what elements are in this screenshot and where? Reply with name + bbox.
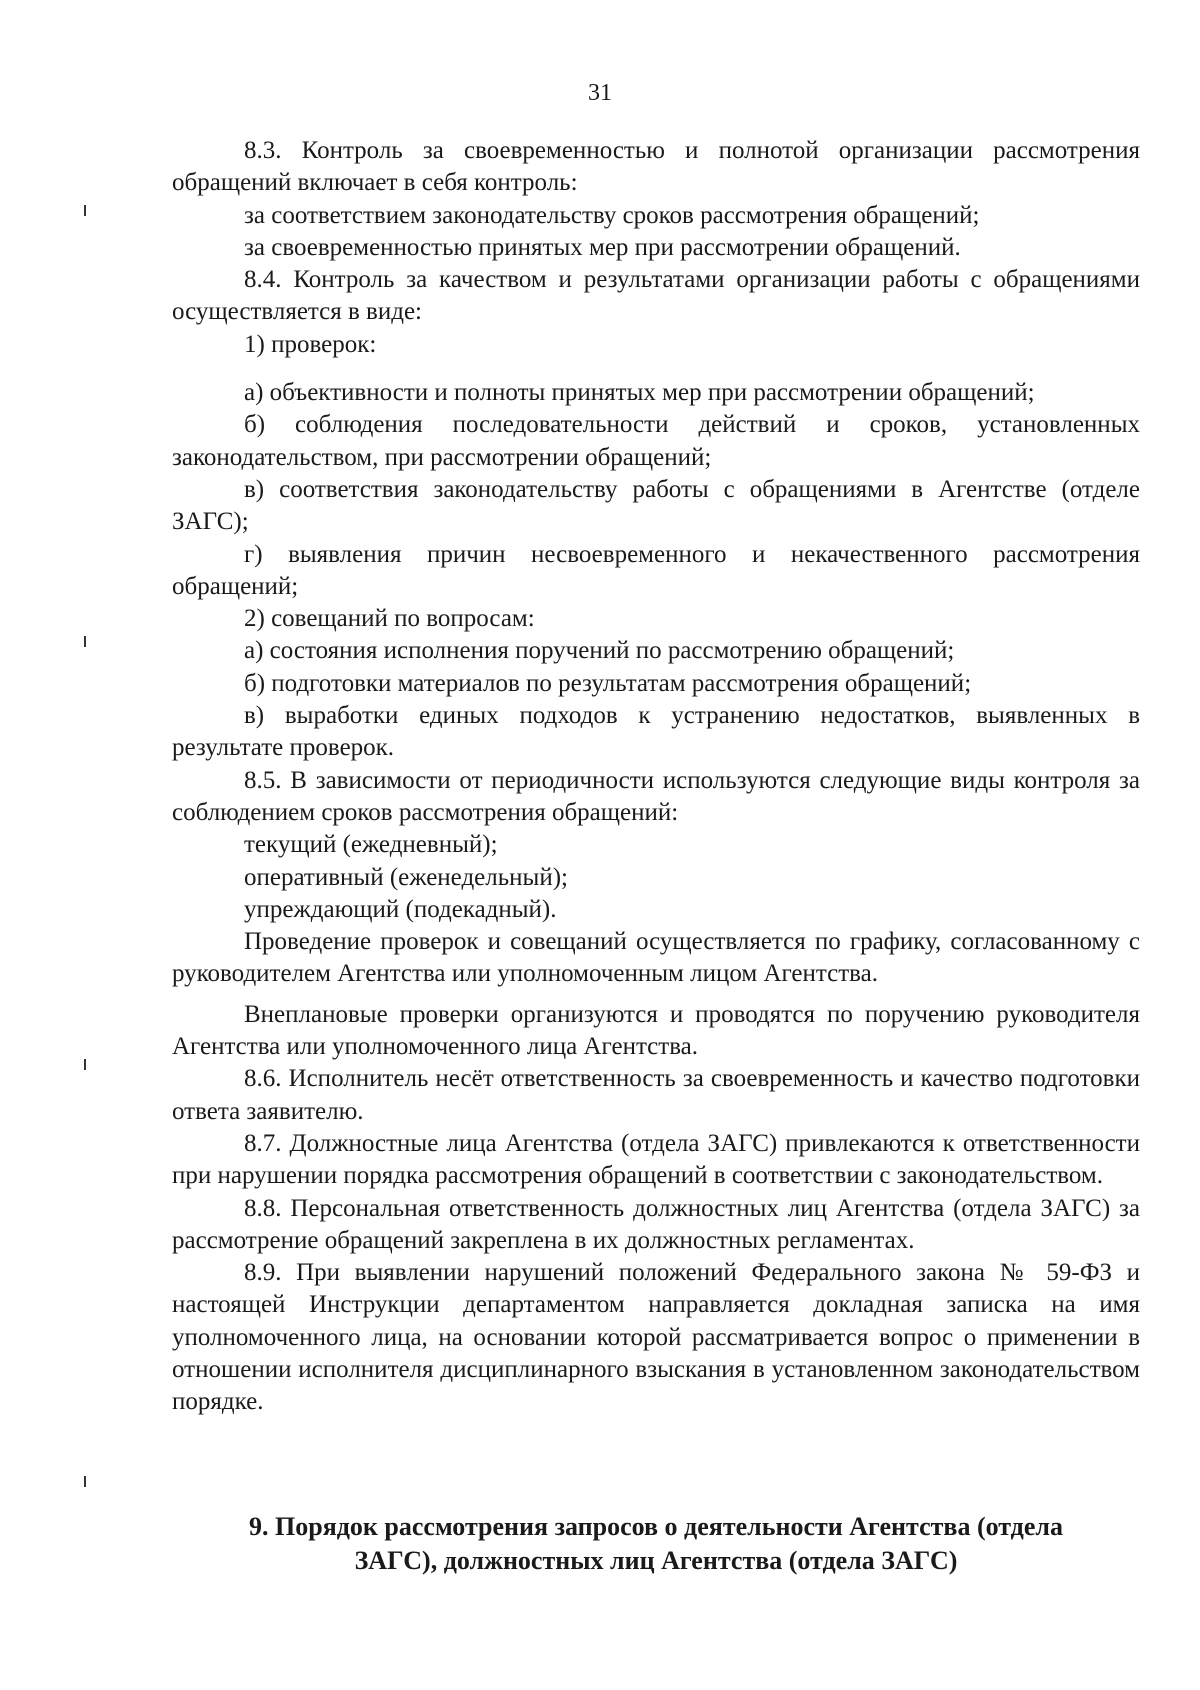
paragraph-8-4: 8.4. Контроль за качеством и результатами организации работы с обращениями осуществляется в виде:	[172, 266, 1140, 326]
scan-artifact	[84, 1476, 86, 1487]
list-item: б) соблюдения последовательности действий и сроков, установленных законодательством, при рассмотрении обращений;	[172, 411, 1140, 471]
page-number: 31	[588, 80, 612, 106]
paragraph-8-7: 8.7. Должностные лица Агентства (отдела ЗАГС) привлекаются к ответственности при нарушении порядка рассмотрения обращений в соответствии с законодательством.	[172, 1129, 1140, 1190]
section-title-line: ЗАГС), должностных лиц Агентства (отдела ЗАГС)	[354, 1546, 958, 1575]
paragraph: за соответствием законодательству сроков рассмотрения обращений;	[244, 201, 980, 229]
list-item: в) выработки единых подходов к устранению недостатков, выявленных в результате проверок.	[172, 702, 1140, 762]
paragraph-8-3: 8.3. Контроль за своевременностью и полнотой организации рассмотрения обращений включает в себя контроль:	[172, 137, 1140, 197]
document-body	[172, 135, 1140, 1419]
list-item: оперативный (еженедельный);	[244, 863, 568, 891]
section-9-title	[172, 1510, 1140, 1578]
scan-artifact	[84, 1059, 86, 1070]
paragraph: Внеплановые проверки организуются и проводятся по поручению руководителя Агентства или уполномоченного лица Агентства.	[172, 1000, 1140, 1061]
list-item: а) состояния исполнения поручений по рассмотрению обращений;	[244, 637, 955, 665]
list-item: упреждающий (подекадный).	[244, 895, 557, 923]
list-item: 1) проверок:	[244, 330, 377, 358]
scan-artifact	[84, 636, 86, 647]
paragraph-8-5: 8.5. В зависимости от периодичности используются следующие виды контроля за соблюдением сроков рассмотрения обращений:	[172, 766, 1140, 826]
paragraph-8-8: 8.8. Персональная ответственность должностных лиц Агентства (отдела ЗАГС) за рассмотрение обращений закреплена в их должностных регламентах.	[172, 1194, 1140, 1254]
scan-artifact	[84, 205, 86, 216]
list-item: а) объективности и полноты принятых мер при рассмотрении обращений;	[244, 379, 1035, 407]
list-item: 2) совещаний по вопросам:	[244, 605, 535, 633]
paragraph-8-9: 8.9. При выявлении нарушений положений Федерального закона № 59-ФЗ и настоящей Инструкции департаментом направляется докладная записка на имя уполномоченного лица, на основании которой рассматривается вопрос о применении в отношении исполнителя дисциплинарного взыскания в установленном законодательством порядке.	[172, 1259, 1140, 1416]
list-item: текущий (ежедневный);	[244, 831, 498, 859]
section-title-line: 9. Порядок рассмотрения запросов о деятельности Агентства (отдела	[249, 1512, 1063, 1541]
list-item: б) подготовки материалов по результатам рассмотрения обращений;	[244, 669, 972, 697]
list-item: г) выявления причин несвоевременного и некачественного рассмотрения обращений;	[172, 540, 1140, 600]
list-item: в) соответствия законодательству работы с обращениями в Агентстве (отделе ЗАГС);	[172, 475, 1140, 536]
paragraph: Проведение проверок и совещаний осуществляется по графику, согласованному с руководителем Агентства или уполномоченным лицом Агентства.	[172, 928, 1140, 988]
paragraph-8-6: 8.6. Исполнитель несёт ответственность за своевременность и качество подготовки ответа заявителю.	[172, 1065, 1140, 1125]
paragraph: за своевременностью принятых мер при рассмотрении обращений.	[244, 233, 961, 261]
